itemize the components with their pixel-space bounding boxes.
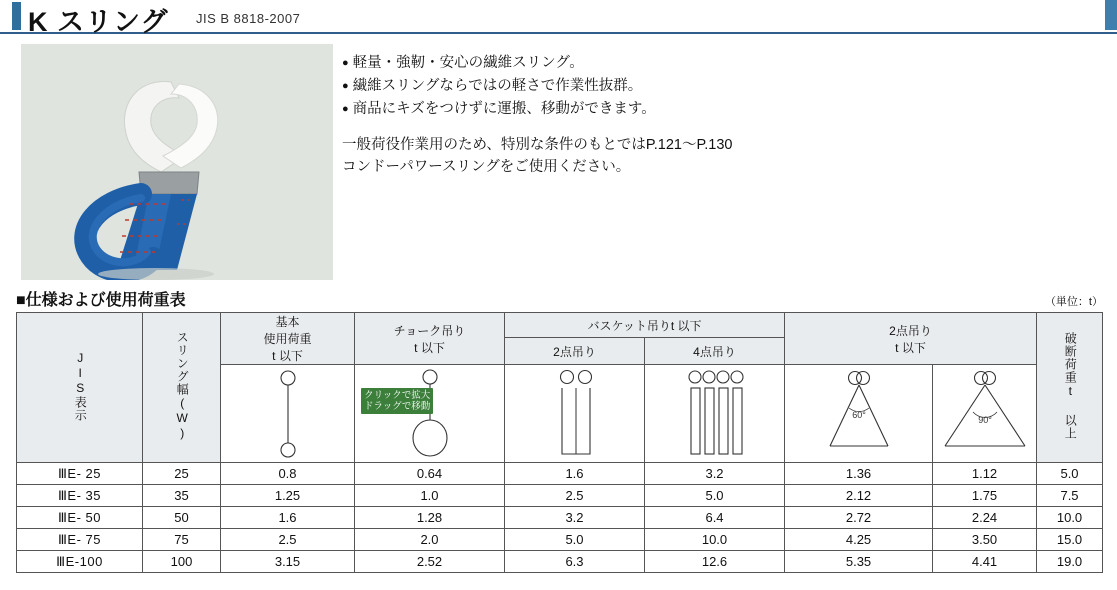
cell-deg90: 3.50: [933, 529, 1037, 551]
basket-4point-icon: [678, 368, 752, 460]
header-breaking-load: 破断荷重t 以上: [1037, 313, 1103, 463]
cell-jis: ⅢE- 50: [17, 507, 143, 529]
table-row: [17, 551, 1103, 573]
basket-2point-icon: [545, 368, 605, 460]
page-title: K スリング: [28, 7, 169, 37]
pictogram-basket-2point: [505, 365, 645, 463]
cell-choke: 1.28: [355, 507, 505, 529]
unit-label: （単位：t）: [1044, 296, 1103, 308]
cell-breaking: 7.5: [1037, 485, 1103, 507]
cell-width: 25: [143, 463, 221, 485]
table-row: [17, 507, 1103, 529]
list-item: [342, 98, 902, 121]
two-point-90deg-icon: [935, 368, 1035, 460]
cell-basket4: 3.2: [645, 463, 785, 485]
zoom-hint-text: クリックで拡大 ドラッグで移動: [361, 388, 433, 414]
product-photo[interactable]: [21, 44, 333, 280]
standard-label: JIS B 8818-2007: [196, 11, 301, 26]
cell-basket4: 12.6: [645, 551, 785, 573]
cell-deg60: 4.25: [785, 529, 933, 551]
cell-basket2: 5.0: [505, 529, 645, 551]
cell-choke: 0.64: [355, 463, 505, 485]
cell-basket4: 10.0: [645, 529, 785, 551]
header-basket-group: バスケット吊りt 以下: [505, 313, 785, 338]
header-choke: チョーク吊り t 以下: [355, 313, 505, 365]
cell-deg60: 1.36: [785, 463, 933, 485]
basic-sling-icon: [268, 368, 308, 460]
feature-text: 繊維スリングならではの軽さで作業性抜群。: [352, 78, 643, 94]
list-item: [342, 75, 902, 98]
cell-jis: ⅢE-100: [17, 551, 143, 573]
bullet-dot-icon: ●: [342, 80, 349, 92]
cell-width: 100: [143, 551, 221, 573]
spec-table: [16, 312, 1103, 573]
feature-text: 商品にキズをつけずに運搬、移動ができます。: [352, 101, 656, 117]
cell-deg90: 2.24: [933, 507, 1037, 529]
cell-deg90: 4.41: [933, 551, 1037, 573]
pictogram-two-point-90: [933, 365, 1037, 463]
svg-text:90°: 90°: [977, 414, 992, 425]
table-header-row-1: [17, 313, 1103, 338]
cell-choke: 2.52: [355, 551, 505, 573]
cell-breaking: 19.0: [1037, 551, 1103, 573]
header-sling-width: スリング幅(W): [143, 313, 221, 463]
cell-choke: 1.0: [355, 485, 505, 507]
cell-basic: 2.5: [221, 529, 355, 551]
pictogram-choke: [355, 365, 505, 463]
cell-choke: 2.0: [355, 529, 505, 551]
cell-deg90: 1.75: [933, 485, 1037, 507]
pictogram-basic-load: [221, 365, 355, 463]
zoom-hint-tooltip[interactable]: [361, 389, 433, 420]
svg-text:60°: 60°: [851, 409, 866, 420]
cell-deg90: 1.12: [933, 463, 1037, 485]
cell-breaking: 5.0: [1037, 463, 1103, 485]
cell-breaking: 10.0: [1037, 507, 1103, 529]
header-accent-bar-left: [12, 2, 21, 30]
cell-basket2: 6.3: [505, 551, 645, 573]
table-row: [17, 485, 1103, 507]
header-two-point-group: 2点吊り t 以下: [785, 313, 1037, 365]
cell-jis: ⅢE- 35: [17, 485, 143, 507]
usage-note-line-1: 一般荷役作業用のため、特別な条件のもとではP.121〜P.130: [342, 137, 733, 153]
cell-width: 50: [143, 507, 221, 529]
cell-basic: 1.6: [221, 507, 355, 529]
cell-width: 75: [143, 529, 221, 551]
pictogram-two-point-60: [785, 365, 933, 463]
cell-basic: 0.8: [221, 463, 355, 485]
cell-basket4: 6.4: [645, 507, 785, 529]
cell-basket2: 2.5: [505, 485, 645, 507]
cell-breaking: 15.0: [1037, 529, 1103, 551]
two-point-60deg-icon: [804, 368, 914, 460]
feature-list: [342, 52, 902, 121]
header-basic-load: 基本 使用荷重 t 以下: [221, 313, 355, 365]
cell-deg60: 2.72: [785, 507, 933, 529]
cell-jis: ⅢE- 75: [17, 529, 143, 551]
header-jis: JIS表示: [17, 313, 143, 463]
table-row: [17, 463, 1103, 485]
cell-basic: 1.25: [221, 485, 355, 507]
bullet-dot-icon: ●: [342, 103, 349, 115]
list-item: [342, 52, 902, 75]
header-basket-2point: 2点吊り: [505, 338, 645, 365]
cell-deg60: 5.35: [785, 551, 933, 573]
page-header: [0, 0, 1117, 37]
spec-section-heading: ■仕様および使用荷重表: [16, 292, 186, 309]
cell-width: 35: [143, 485, 221, 507]
bullet-dot-icon: ●: [342, 57, 349, 69]
cell-deg60: 2.12: [785, 485, 933, 507]
header-basket-4point: 4点吊り: [645, 338, 785, 365]
cell-jis: ⅢE- 25: [17, 463, 143, 485]
table-row: [17, 529, 1103, 551]
cell-basket4: 5.0: [645, 485, 785, 507]
usage-note: [342, 134, 962, 178]
pictogram-basket-4point: [645, 365, 785, 463]
sling-product-illustration: [21, 44, 333, 280]
spec-table-wrapper: [16, 312, 1102, 573]
cell-basket2: 1.6: [505, 463, 645, 485]
cell-basic: 3.15: [221, 551, 355, 573]
cell-basket2: 3.2: [505, 507, 645, 529]
header-accent-bar-right: [1105, 0, 1117, 30]
feature-text: 軽量・強靭・安心の繊維スリング。: [352, 55, 584, 71]
usage-note-line-2: コンドーパワースリングをご使用ください。: [342, 159, 631, 175]
